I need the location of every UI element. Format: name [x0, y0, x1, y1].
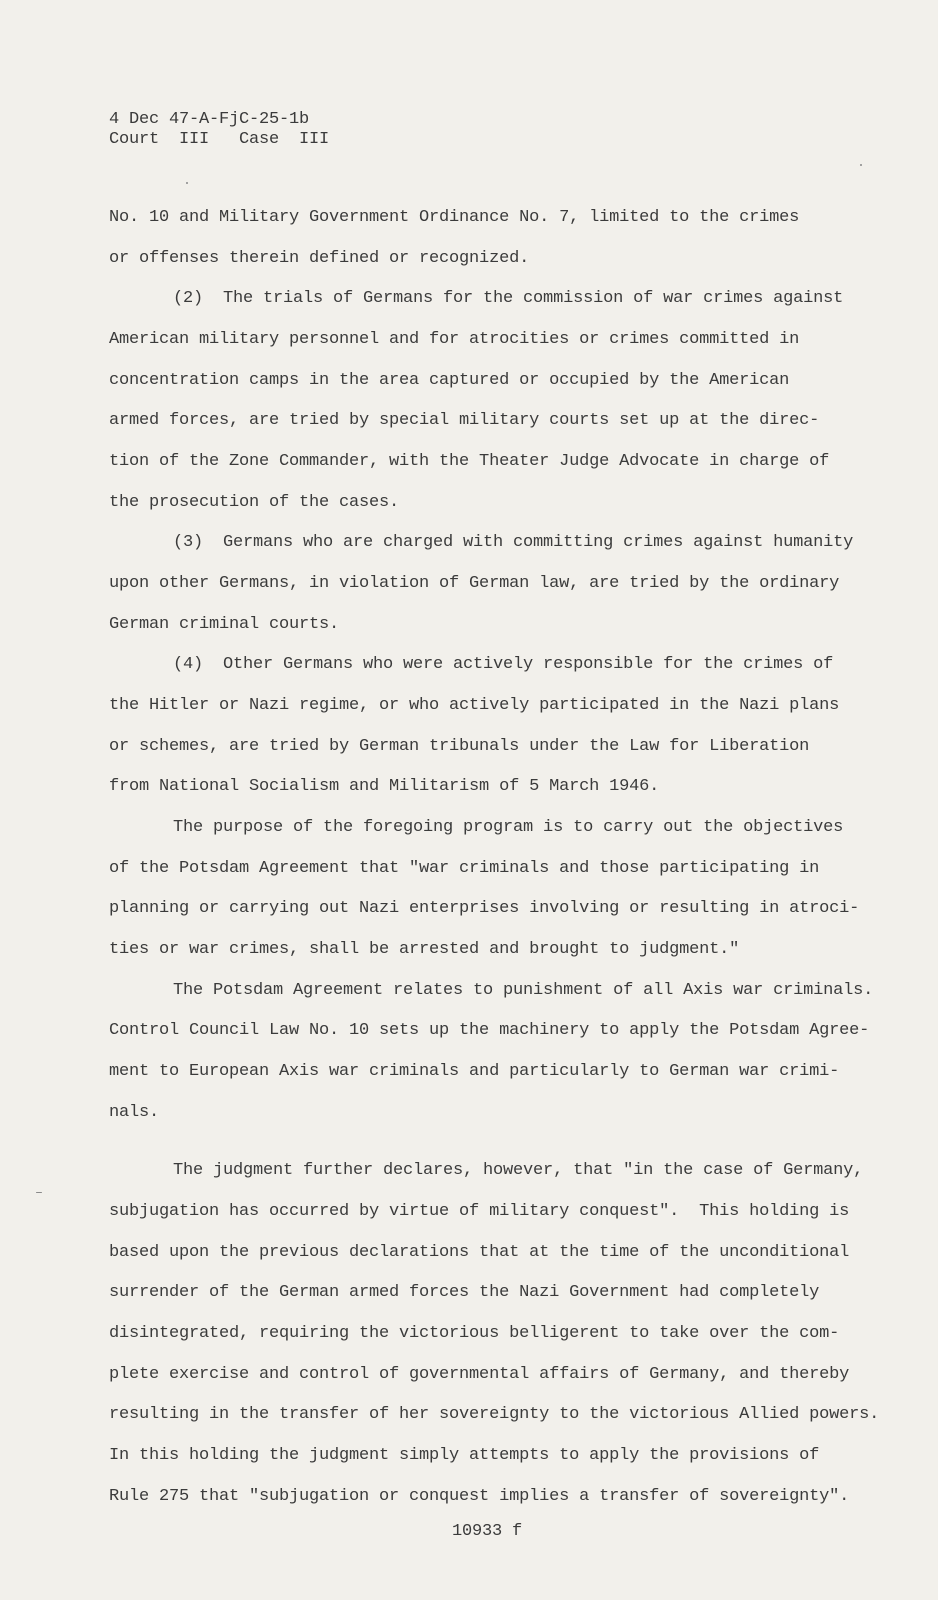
body-line: of the Potsdam Agreement that "war criminals and those participating in — [109, 859, 820, 878]
body-line: American military personnel and for atrocities or crimes committed in — [109, 330, 800, 349]
header-court-case: Court III Case III — [109, 130, 330, 149]
body-line: (3) Germans who are charged with committing crimes against humanity — [173, 533, 854, 552]
paper-speck — [186, 182, 188, 184]
document-header — [109, 110, 329, 150]
body-line: or schemes, are tried by German tribunals under the Law for Liberation — [109, 737, 810, 756]
body-line: plete exercise and control of governmental affairs of Germany, and thereby — [109, 1365, 850, 1384]
body-line: based upon the previous declarations that at the time of the unconditional — [109, 1243, 850, 1262]
body-line: disintegrated, requiring the victorious belligerent to take over the com- — [109, 1324, 840, 1343]
body-line: the prosecution of the cases. — [109, 493, 400, 512]
body-line: The judgment further declares, however, that "in the case of Germany, — [173, 1161, 864, 1180]
body-line: (2) The trials of Germans for the commission of war crimes against — [173, 289, 844, 308]
body-line: resulting in the transfer of her sovereignty to the victorious Allied powers. — [109, 1405, 880, 1424]
body-line: the Hitler or Nazi regime, or who actively participated in the Nazi plans — [109, 696, 840, 715]
page-number: 10933 f — [452, 1522, 523, 1541]
paper-speck — [860, 164, 862, 166]
body-line: tion of the Zone Commander, with the Theater Judge Advocate in charge of — [109, 452, 830, 471]
body-line: No. 10 and Military Government Ordinance No. 7, limited to the crimes — [109, 208, 800, 227]
body-line: surrender of the German armed forces the Nazi Government had completely — [109, 1283, 820, 1302]
body-line: (4) Other Germans who were actively responsible for the crimes of — [173, 655, 834, 674]
body-line: The purpose of the foregoing program is to carry out the objectives — [173, 818, 844, 837]
body-line: German criminal courts. — [109, 615, 340, 634]
body-line: subjugation has occurred by virtue of military conquest". This holding is — [109, 1202, 850, 1221]
body-line: upon other Germans, in violation of German law, are tried by the ordinary — [109, 574, 840, 593]
body-line: from National Socialism and Militarism of 5 March 1946. — [109, 777, 660, 796]
body-line: concentration camps in the area captured or occupied by the American — [109, 371, 790, 390]
body-line: ties or war crimes, shall be arrested and brought to judgment." — [109, 940, 740, 959]
body-line: or offenses therein defined or recognized. — [109, 249, 530, 268]
body-line: nals. — [109, 1103, 160, 1122]
body-line: Rule 275 that "subjugation or conquest implies a transfer of sovereignty". — [109, 1487, 850, 1506]
body-line: The Potsdam Agreement relates to punishment of all Axis war criminals. — [173, 981, 874, 1000]
body-line: ment to European Axis war criminals and particularly to German war crimi- — [109, 1062, 840, 1081]
body-line: armed forces, are tried by special military courts set up at the direc- — [109, 411, 820, 430]
body-line: Control Council Law No. 10 sets up the machinery to apply the Potsdam Agree- — [109, 1021, 870, 1040]
body-line: planning or carrying out Nazi enterprises involving or resulting in atroci- — [109, 899, 860, 918]
paper-speck — [36, 1192, 42, 1193]
body-line: In this holding the judgment simply attempts to apply the provisions of — [109, 1446, 820, 1465]
header-file-reference: 4 Dec 47-A-FjC-25-1b — [109, 110, 310, 129]
